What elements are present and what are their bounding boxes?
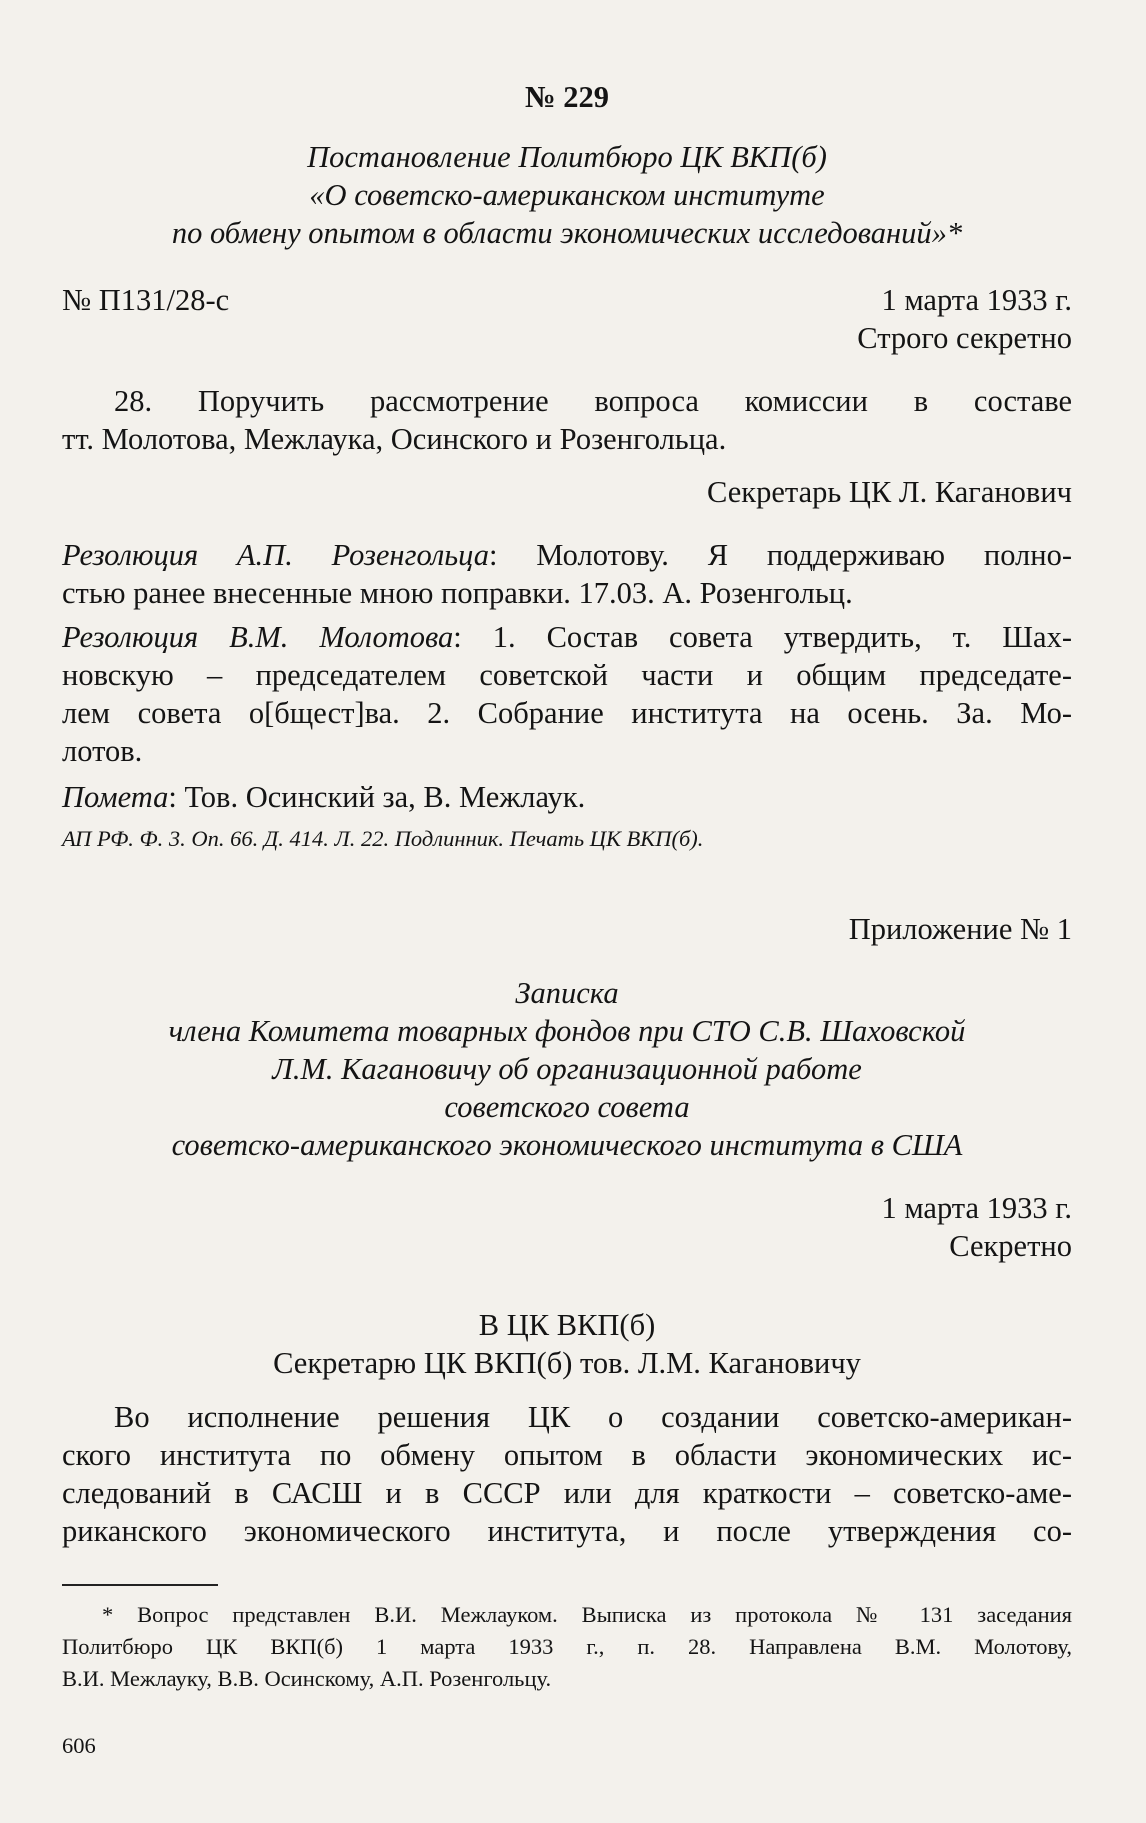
footnote-line-3: В.И. Межлауку, В.В. Осинскому, А.П. Розенгольцу. xyxy=(62,1666,552,1691)
addressee-line-1: В ЦК ВКП(б) xyxy=(478,1308,656,1342)
resolution-1-text: : Молотову. Я поддерживаю полно- xyxy=(489,538,1072,572)
footnote-line-2: Политбюро ЦК ВКП(б) 1 марта 1933 г., п. 28. Направлена В.М. Молотову, xyxy=(62,1634,1072,1659)
body-line-3: следований в САСШ и в СССР или для краткости – советско-аме- xyxy=(62,1476,1072,1510)
document-page xyxy=(62,0,1072,1823)
heading-line-1: Постановление Политбюро ЦК ВКП(б) xyxy=(307,140,827,174)
resolution-1-line-1 xyxy=(62,540,1072,571)
protocol-classification: Строго секретно xyxy=(857,321,1072,355)
footnote-line-1: * Вопрос представлен В.И. Межлауком. Выписка из протокола № 131 заседания xyxy=(102,1602,1072,1627)
memo-heading-line-4: советского совета xyxy=(444,1090,690,1124)
heading-line-3: по обмену опытом в области экономических исследований»* xyxy=(171,216,963,250)
resolution-1-line-2: стью ранее внесенные мною поправки. 17.03. А. Розенгольц. xyxy=(62,576,853,610)
memo-date: 1 марта 1933 г. xyxy=(881,1191,1072,1225)
note-line xyxy=(62,782,1072,813)
footnote-divider xyxy=(62,1584,218,1586)
signature: Секретарь ЦК Л. Каганович xyxy=(707,475,1072,509)
appendix-label: Приложение № 1 xyxy=(848,912,1072,946)
memo-heading-line-3: Л.М. Кагановичу об организационной работе xyxy=(272,1052,862,1086)
item-line-1: 28. Поручить рассмотрение вопроса комиссии в составе xyxy=(114,384,1072,418)
archive-reference: АП РФ. Ф. 3. Оп. 66. Д. 414. Л. 22. Подлинник. Печать ЦК ВКП(б). xyxy=(62,826,704,851)
memo-heading-line-5: советско-американского экономического института в США xyxy=(171,1128,963,1162)
note-label: Помета xyxy=(62,780,169,814)
resolution-2-line-1 xyxy=(62,622,1072,653)
resolution-1-label: Резолюция А.П. Розенгольца xyxy=(62,538,490,572)
resolution-2-line-3: лем совета о[бщест]ва. 2. Собрание института на осень. За. Мо- xyxy=(62,696,1072,730)
resolution-2-line-2: новскую – председателем советской части и общим председате- xyxy=(62,658,1072,692)
heading-line-2: «О советско-американском институте xyxy=(309,178,825,212)
item-line-2: тт. Молотова, Межлаука, Осинского и Розенгольца. xyxy=(62,422,727,456)
memo-classification: Секретно xyxy=(949,1229,1072,1263)
page-number: 606 xyxy=(62,1733,96,1758)
memo-heading-line-1: Записка xyxy=(515,976,619,1010)
resolution-2-label: Резолюция В.М. Молотова xyxy=(62,620,454,654)
resolution-2-text: : 1. Состав совета утвердить, т. Шах- xyxy=(453,620,1072,654)
body-line-2: ского института по обмену опытом в области экономических ис- xyxy=(62,1438,1072,1472)
protocol-number: № П131/28-с xyxy=(62,283,230,317)
body-line-1: Во исполнение решения ЦК о создании советско-американ- xyxy=(114,1400,1072,1434)
protocol-date: 1 марта 1933 г. xyxy=(881,283,1072,317)
body-line-4: риканского экономического института, и после утверждения со- xyxy=(62,1514,1072,1548)
resolution-2-line-4: лотов. xyxy=(62,734,143,768)
memo-heading-line-2: члена Комитета товарных фондов при СТО С.В. Шаховской xyxy=(168,1014,966,1048)
note-text: : Тов. Осинский за, В. Межлаук. xyxy=(168,780,586,814)
document-number: № 229 xyxy=(524,80,610,114)
addressee-line-2: Секретарю ЦК ВКП(б) тов. Л.М. Кагановичу xyxy=(273,1346,861,1380)
